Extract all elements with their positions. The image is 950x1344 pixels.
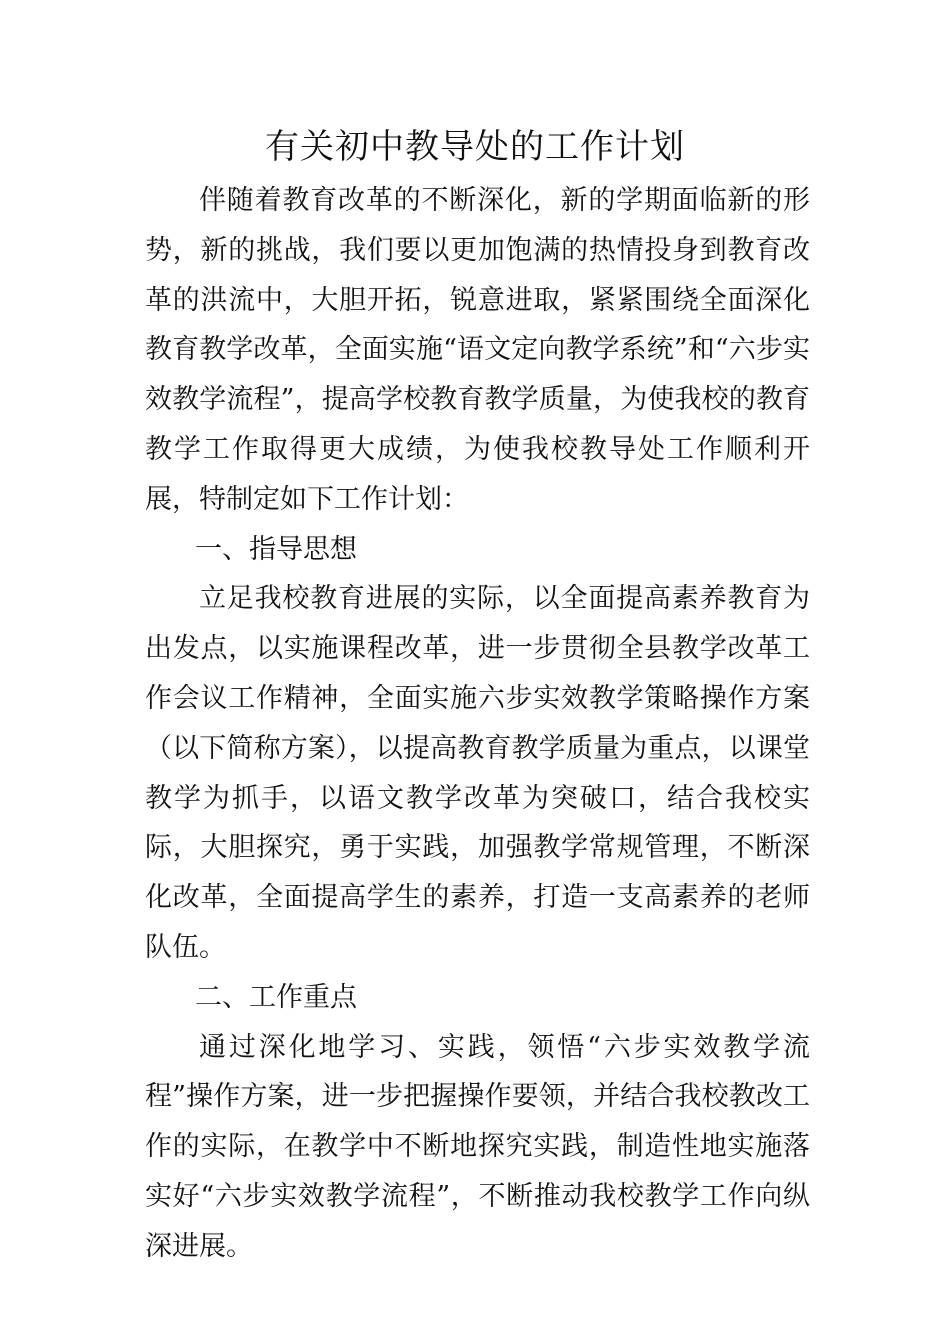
document-body	[145, 176, 810, 1272]
section-heading-guiding-ideology: 一、指导思想	[195, 533, 357, 565]
document-title: 有关初中教导处的工作计划	[265, 127, 685, 167]
work-focus-paragraph: 通过深化地学习、实践，领悟“六步实效教学流程”操作方案，进一步把握操作要领，并结合我校教改工作的实际，在教学中不断地探究实践，制造性地实施落实好“六步实效教学流程”，不断推动我校教学工作向纵深进展。	[145, 1031, 810, 1262]
guiding-ideology-paragraph: 立足我校教育进展的实际，以全面提高素养教育为出发点，以实施课程改革，进一步贯彻全县教学改革工作会议工作精神，全面实施六步实效教学策略操作方案（以下简称方案），以提高教育教学质量为重点，以课堂教学为抓手，以语文教学改革为突破口，结合我校实际，大胆探究，勇于实践，加强教学常规管理，不断深化改革，全面提高学生的素养，打造一支高素养的老师队伍。	[145, 583, 810, 963]
section-heading-work-focus: 二、工作重点	[195, 981, 357, 1013]
intro-paragraph: 伴随着教育改革的不断深化，新的学期面临新的形势，新的挑战，我们要以更加饱满的热情投身到教育改革的洪流中，大胆开拓，锐意进取，紧紧围绕全面深化教育教学改革，全面实施“语文定向教学系统”和“六步实效教学流程”，提高学校教育教学质量，为使我校的教育教学工作取得更大成绩，为使我校教导处工作顺利开展，特制定如下工作计划：	[145, 185, 810, 515]
